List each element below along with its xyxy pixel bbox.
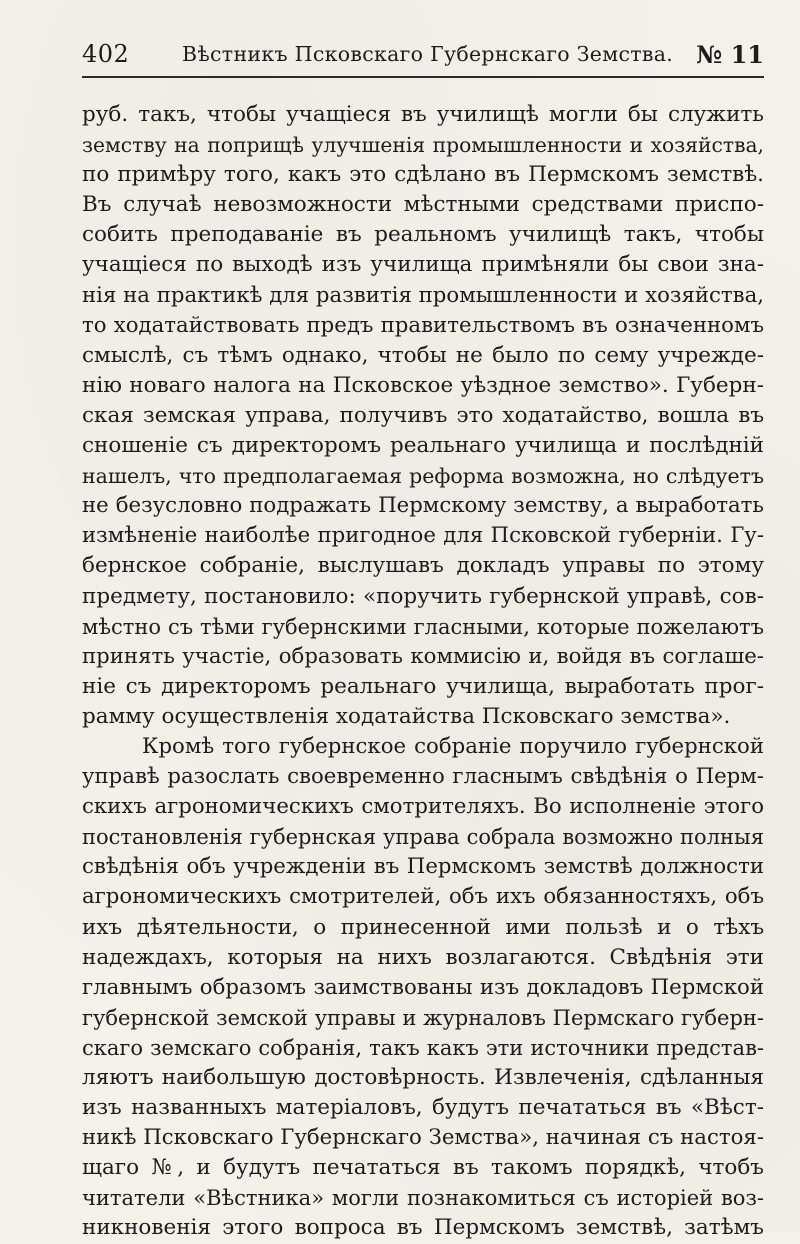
text-line: учащіеся по выходѣ изъ училища примѣняли бы свои зна- — [82, 252, 764, 278]
paragraph-end-line: рамму осуществленія ходатайства Псковскаго земства». — [82, 703, 731, 729]
text-line: земству на поприщѣ улучшенія промышленности и хозяйства, — [82, 133, 764, 158]
text-line: сношеніе съ директоромъ реальнаго училища и послѣдній — [82, 433, 764, 459]
text-line: смыслѣ, съ тѣмъ однако, чтобы не было по сему учрежде- — [82, 342, 764, 368]
text-line: щаго №, и будутъ печататься въ такомъ порядкѣ, чтобъ — [82, 1155, 764, 1181]
text-line: изъ названныхъ матеріаловъ, будутъ печататься въ «Вѣст- — [82, 1095, 764, 1121]
text-line: предмету, постановило: «поручить губернской управѣ, сов- — [82, 583, 764, 609]
text-line: руб. такъ, чтобы учащіеся въ училищѣ могли бы служить — [82, 102, 764, 127]
text-line: ихъ дѣятельности, о принесенной ими пользѣ и о тѣхъ — [82, 914, 764, 940]
text-line: главнымъ образомъ заимствованы изъ докладовъ Пермской — [82, 974, 764, 1000]
text-line: ская земская управа, получивъ это ходатайство, вошла въ — [82, 402, 764, 428]
issue-number: № 11 — [696, 40, 764, 69]
text-line: не безусловно подражать Пермскому земству, а выработать — [82, 493, 764, 519]
paragraph-start-line: Кромѣ того губернское собраніе поручило губернской — [142, 733, 764, 759]
text-line: управѣ разослать своевременно гласнымъ свѣдѣнія о Перм- — [82, 764, 764, 790]
text-line: нашелъ, что предполагаемая реформа возможна, но слѣдуетъ — [82, 464, 764, 489]
text-line: скихъ агрономическихъ смотрителяхъ. Во исполненіе этого — [82, 794, 764, 820]
text-line: бернское собраніе, выслушавъ докладъ управы по этому — [82, 553, 764, 579]
text-line: принять участіе, образовать коммисію и, войдя въ соглаше- — [82, 643, 764, 669]
text-line: ляютъ наибольшую достовѣрность. Извлеченія, сдѣланныя — [82, 1065, 764, 1090]
text-line: надеждахъ, которыя на нихъ возлагаются. Свѣдѣнія эти — [82, 944, 764, 970]
text-line: постановленія губернская управа собрала возможно полныя — [82, 825, 764, 850]
running-header — [82, 38, 764, 78]
text-line: губернской земской управы и журналовъ Пермскаго губерн- — [82, 1005, 764, 1030]
text-line: агрономическихъ смотрителей, объ ихъ обязанностяхъ, объ — [82, 884, 764, 910]
text-line: измѣненіе наиболѣе пригодное для Псковской губерніи. Гу- — [82, 523, 764, 549]
text-line: читатели «Вѣстника» могли познакомиться съ исторіей воз- — [82, 1186, 764, 1211]
header-rule — [82, 76, 764, 78]
text-line: нія на практикѣ для развитія промышленности и хозяйства, — [82, 282, 764, 308]
journal-title: Вѣстникъ Псковскаго Губернскаго Земства. — [182, 42, 674, 66]
page-number: 402 — [82, 40, 130, 68]
text-line: ніе съ директоромъ реальнаго училища, выработать прог- — [82, 673, 764, 699]
text-line: скаго земскаго собранія, такъ какъ эти источники представ- — [82, 1035, 764, 1060]
text-line: собить преподаваніе въ реальномъ училищѣ такъ, чтобы — [82, 222, 764, 248]
text-line: свѣдѣнія объ учрежденіи въ Пермскомъ земствѣ должности — [82, 854, 764, 880]
text-line: никновенія этого вопроса въ Пермскомъ земствѣ, затѣмъ — [82, 1215, 764, 1241]
text-line: нію новаго налога на Псковское уѣздное земство». Губерн- — [82, 372, 764, 398]
text-line: никѣ Псковскаго Губернскаго Земства», начиная съ настоя- — [82, 1125, 764, 1151]
text-line: то ходатайствовать предъ правительствомъ въ означенномъ — [82, 312, 764, 338]
text-line: по примѣру того, какъ это сдѣлано въ Пермскомъ земствѣ. — [82, 162, 764, 188]
body-text — [82, 100, 764, 1244]
text-line: Въ случаѣ невозможности мѣстными средствами приспо- — [82, 192, 764, 218]
text-line: мѣстно съ тѣми губернскими гласными, которые пожелаютъ — [82, 614, 764, 639]
